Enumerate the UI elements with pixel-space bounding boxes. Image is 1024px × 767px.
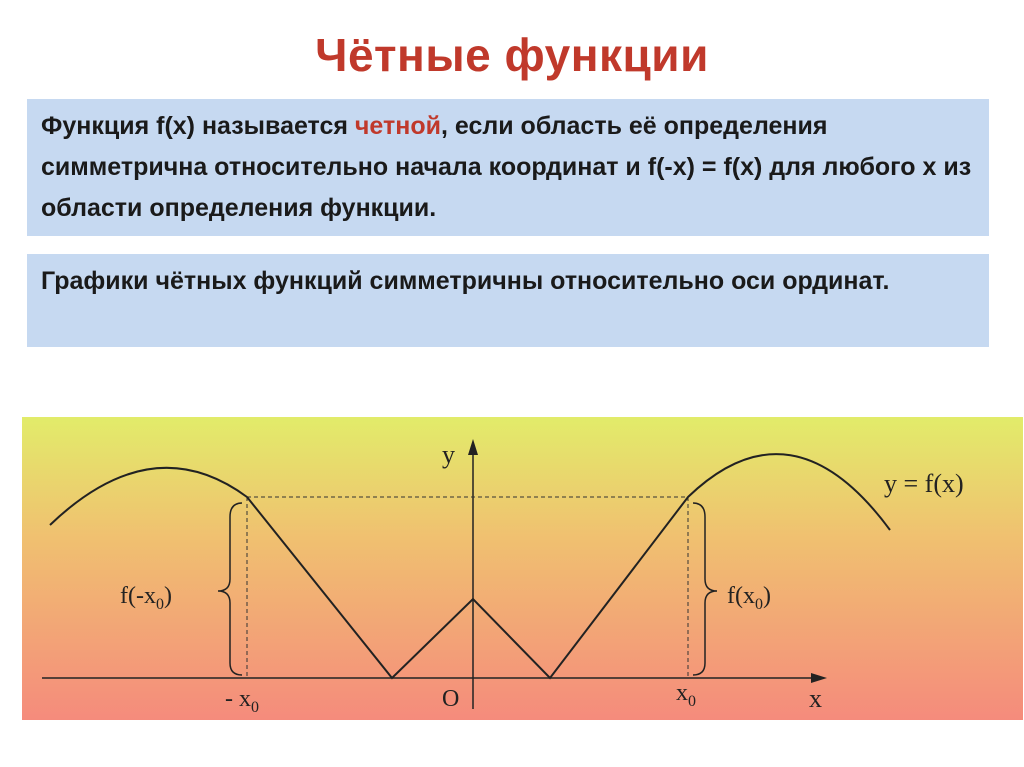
graphs-statement-text: Графики чётных функций симметричны относительно оси ординат. bbox=[41, 267, 890, 295]
right-brace bbox=[693, 503, 717, 675]
right-value-label: $f(x_0)$ bbox=[727, 583, 771, 613]
function-label: y = f(x) bbox=[884, 469, 964, 498]
definition-highlight: четной bbox=[354, 112, 441, 140]
definition-text-end: , если область её определения симметрична относительно начала координат и f(-x) = f(x) для любого х из области определения функции. bbox=[41, 112, 972, 222]
minus-x0-label: - $x_0$ bbox=[225, 686, 259, 716]
y-axis-arrow bbox=[468, 439, 478, 455]
x-axis-label: x bbox=[809, 684, 822, 713]
left-value-label: $f(-x_0)$ bbox=[120, 583, 172, 613]
function-curve bbox=[50, 454, 890, 678]
definition-text-start: Функция f(x) называется bbox=[41, 112, 355, 140]
graphs-statement-box bbox=[27, 254, 989, 347]
function-graph-svg bbox=[22, 417, 1023, 720]
even-function-figure bbox=[22, 417, 1023, 720]
x0-label: $x_0$ bbox=[676, 680, 696, 710]
definition-box bbox=[27, 99, 989, 236]
y-axis-label: y bbox=[442, 440, 455, 469]
origin-label: O bbox=[442, 686, 460, 712]
slide-title: Чётные функции bbox=[315, 29, 709, 81]
left-brace bbox=[218, 503, 242, 675]
x-axis-arrow bbox=[811, 673, 827, 683]
